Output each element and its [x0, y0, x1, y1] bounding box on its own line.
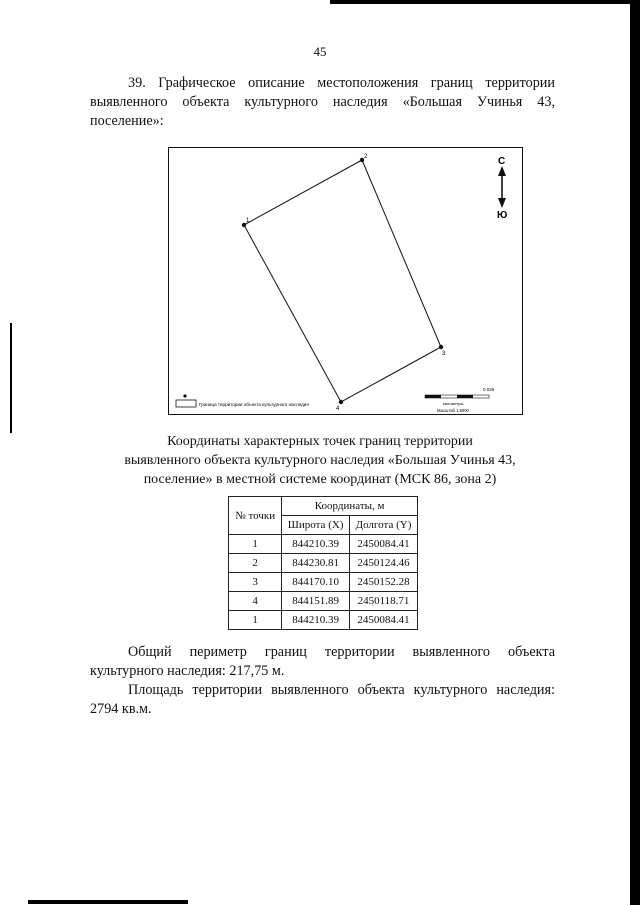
perimeter-line-1: Общий периметр границ территории выявленного объекта [128, 644, 555, 660]
header-x: Широта (X) [282, 516, 350, 535]
scan-edge-top [330, 0, 630, 4]
scan-edge-bottom [28, 900, 188, 904]
cell-point: 2 [229, 554, 282, 573]
cell-point: 3 [229, 573, 282, 592]
table-row [229, 535, 418, 554]
table-row [229, 592, 418, 611]
area-paragraph [90, 681, 555, 719]
cell-x: 844210.39 [282, 611, 350, 630]
caption-line-2: выявленного объекта культурного наследия «Большая Учинья 43, [124, 453, 516, 468]
table-row [229, 554, 418, 573]
cell-y: 2450124.46 [349, 554, 417, 573]
boundary-point-3 [439, 345, 443, 349]
table-caption [100, 432, 540, 489]
area-line-1: Площадь территории выявленного объекта культурного наследия: [128, 682, 555, 698]
cell-y: 2450152.28 [349, 573, 417, 592]
header-coords: Координаты, м [282, 497, 418, 516]
point-label-2: 2 [364, 154, 368, 160]
point-label-4: 4 [336, 406, 340, 412]
boundary-map [168, 147, 523, 415]
cell-x: 844170.10 [282, 573, 350, 592]
cell-point: 1 [229, 611, 282, 630]
point-label-1: 1 [246, 218, 250, 224]
map-svg [169, 148, 524, 416]
section-title [90, 74, 555, 131]
caption-line-3: поселение» в местной системе координат (МСК 86, зона 2) [143, 472, 497, 487]
perimeter-paragraph [90, 643, 555, 681]
area-line-2: 2794 кв.м. [90, 701, 152, 717]
scale-units: километры [443, 401, 464, 406]
scale-label-right: 0.025 [483, 387, 495, 392]
legend-text: Граница территории объекта культурного наследия [199, 402, 309, 407]
header-point: № точки [229, 497, 282, 535]
point-label-3: 3 [442, 351, 446, 357]
perimeter-line-2: культурного наследия: 217,75 м. [90, 663, 285, 679]
boundary-polygon [244, 160, 441, 402]
table-row [229, 573, 418, 592]
compass-north: С [498, 156, 506, 167]
cell-x: 844230.81 [282, 554, 350, 573]
section-title-line-3: поселение»: [90, 113, 164, 129]
table-row [229, 611, 418, 630]
coordinates-table [228, 496, 418, 630]
scan-edge-left-mark [10, 323, 12, 433]
scan-edge-right [630, 0, 640, 905]
scale-ratio: Масштаб 1:6000 [437, 408, 469, 413]
page-number: 45 [313, 44, 327, 59]
header-y: Долгота (Y) [349, 516, 417, 535]
legend-swatch [176, 400, 196, 407]
scale-bar [425, 387, 495, 413]
legend [176, 394, 309, 407]
boundary-point-4 [339, 400, 343, 404]
cell-x: 844151.89 [282, 592, 350, 611]
cell-x: 844210.39 [282, 535, 350, 554]
section-number: 39. [128, 75, 146, 91]
compass-icon [497, 156, 507, 221]
cell-y: 2450084.41 [349, 535, 417, 554]
compass-south: Ю [497, 210, 508, 221]
caption-line-1: Координаты характерных точек границ территории [167, 434, 473, 449]
section-title-line-2: выявленного объекта культурного наследия «Большая Учинья 43, [90, 94, 555, 110]
cell-y: 2450118.71 [349, 592, 417, 611]
cell-y: 2450084.41 [349, 611, 417, 630]
cell-point: 1 [229, 535, 282, 554]
cell-point: 4 [229, 592, 282, 611]
section-title-line-1: Графическое описание местоположения границ территории [158, 75, 555, 91]
